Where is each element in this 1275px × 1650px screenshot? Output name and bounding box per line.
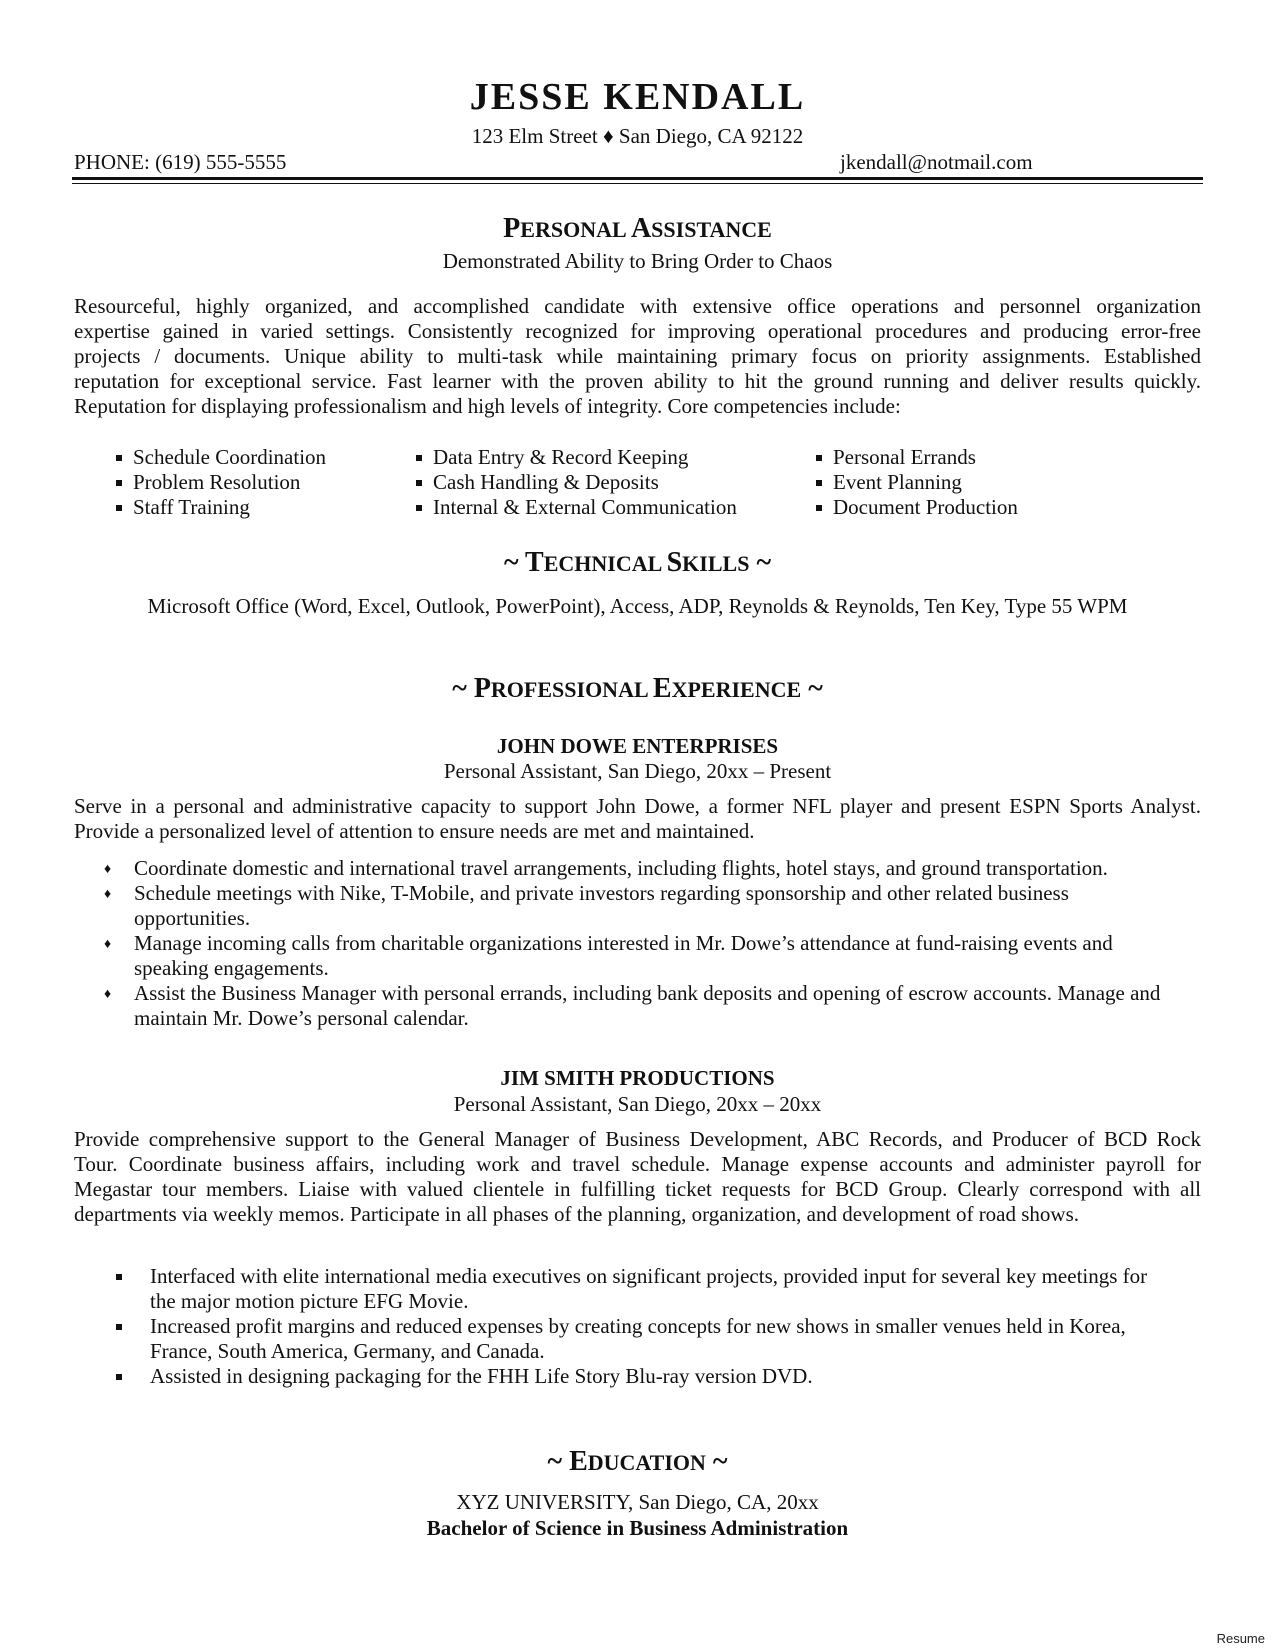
candidate-name: JESSE KENDALL bbox=[469, 76, 806, 118]
job-company: JOHN DOWE ENTERPRISES bbox=[496, 734, 779, 758]
job-description-line: Serve in a personal and administrative capacity to support John Dowe, a former NFL player and present ESPN Sports Analyst. bbox=[74, 794, 1201, 818]
job-description-line: departments via weekly memos. Participate in all phases of the planning, organization, and development of road shows. bbox=[74, 1202, 1080, 1226]
diamond-bullet-icon: ♦ bbox=[104, 987, 112, 1002]
header-rule-thin bbox=[72, 183, 1203, 184]
job-bullet-line: maintain Mr. Dowe’s personal calendar. bbox=[134, 1006, 469, 1030]
diamond-bullet-icon: ♦ bbox=[104, 887, 112, 902]
square-bullet-icon bbox=[416, 480, 422, 486]
job-bullet-line: Assist the Business Manager with personal errands, including bank deposits and opening of escrow accounts. Manage and bbox=[134, 981, 1161, 1005]
job-bullet-line: France, South America, Germany, and Canada. bbox=[150, 1339, 545, 1363]
diamond-bullet-icon: ♦ bbox=[104, 862, 112, 877]
competency-item: Event Planning bbox=[833, 470, 962, 494]
job-bullet-line: the major motion picture EFG Movie. bbox=[150, 1289, 469, 1313]
job-role: Personal Assistant, San Diego, 20xx – Present bbox=[443, 759, 832, 783]
square-bullet-icon bbox=[816, 455, 822, 461]
job-bullet-line: Coordinate domestic and international travel arrangements, including flights, hotel stays, and ground transportation. bbox=[134, 856, 1108, 880]
experience-title: ~ PROFESSIONAL EXPERIENCE ~ bbox=[452, 673, 823, 704]
education-school: XYZ UNIVERSITY, San Diego, CA, 20xx bbox=[456, 1490, 819, 1514]
square-bullet-icon bbox=[416, 455, 422, 461]
competency-item: Internal & External Communication bbox=[433, 495, 737, 519]
square-bullet-icon bbox=[116, 505, 122, 511]
square-bullet-icon bbox=[116, 1274, 122, 1280]
competency-item: Problem Resolution bbox=[133, 470, 301, 494]
job-description bbox=[74, 1127, 1201, 1227]
summary-line: reputation for exceptional service. Fast learner with the proven ability to hit the ground running and deliver results quickly. bbox=[74, 369, 1201, 393]
square-bullet-icon bbox=[116, 1324, 122, 1330]
job-bullet-line: Schedule meetings with Nike, T-Mobile, and private investors regarding sponsorship and other related business bbox=[134, 881, 1069, 905]
job-description-line: Provide a personalized level of attention to ensure needs are met and maintained. bbox=[74, 819, 755, 843]
competency-item: Personal Errands bbox=[833, 445, 976, 469]
square-bullet-icon bbox=[116, 480, 122, 486]
job-description-line: Tour. Coordinate business affairs, including work and travel schedule. Manage expense accounts and administer payroll for bbox=[74, 1152, 1201, 1176]
summary-line: projects / documents. Unique ability to multi-task while maintaining primary focus on priority assignments. Established bbox=[74, 344, 1201, 368]
square-bullet-icon bbox=[116, 455, 122, 461]
square-bullet-icon bbox=[416, 505, 422, 511]
square-bullet-icon bbox=[816, 505, 822, 511]
summary-tagline: Demonstrated Ability to Bring Order to Chaos bbox=[442, 249, 833, 273]
competency-item: Data Entry & Record Keeping bbox=[433, 445, 689, 469]
corner-label: Resume bbox=[1216, 1631, 1265, 1646]
competency-item: Schedule Coordination bbox=[133, 445, 327, 469]
education-degree: Bachelor of Science in Business Administration bbox=[426, 1516, 849, 1540]
job-role: Personal Assistant, San Diego, 20xx – 20xx bbox=[453, 1092, 822, 1116]
summary-paragraph bbox=[74, 294, 1201, 419]
email: jkendall@notmail.com bbox=[840, 150, 1033, 174]
technical-skills-title: ~ TECHNICAL SKILLS ~ bbox=[503, 547, 771, 578]
summary-line: Reputation for displaying professionalism and high levels of integrity. Core competencies include: bbox=[74, 394, 901, 418]
job-bullet-line: Increased profit margins and reduced expenses by creating concepts for new shows in smaller venues held in Korea, bbox=[150, 1314, 1126, 1338]
diamond-bullet-icon: ♦ bbox=[104, 937, 112, 952]
job-description bbox=[74, 794, 1201, 844]
competency-item: Cash Handling & Deposits bbox=[433, 470, 659, 494]
job-description-line: Provide comprehensive support to the General Manager of Business Development, ABC Records, and Producer of BCD Rock bbox=[74, 1127, 1201, 1151]
job-bullet-line: opportunities. bbox=[134, 906, 251, 930]
square-bullet-icon bbox=[816, 480, 822, 486]
competency-item: Document Production bbox=[833, 495, 1018, 519]
job-company: JIM SMITH PRODUCTIONS bbox=[500, 1066, 775, 1090]
square-bullet-icon bbox=[116, 1374, 122, 1380]
job-bullet-line: Manage incoming calls from charitable organizations interested in Mr. Dowe’s attendance at fund-raising events and bbox=[134, 931, 1113, 955]
job-description-line: Megastar tour members. Liaise with valued clientele in fulfilling ticket requests for BCD Group. Clearly correspond with all bbox=[74, 1177, 1201, 1201]
education-title: ~ EDUCATION ~ bbox=[547, 1446, 728, 1477]
summary-line: expertise gained in varied settings. Consistently recognized for improving operational procedures and producing error-free bbox=[74, 319, 1201, 343]
job-bullet-line: speaking engagements. bbox=[134, 956, 329, 980]
job-bullet-line: Interfaced with elite international media executives on significant projects, provided input for several key meetings for bbox=[150, 1264, 1148, 1288]
job-bullet-line: Assisted in designing packaging for the FHH Life Story Blu-ray version DVD. bbox=[150, 1364, 813, 1388]
phone: PHONE: (619) 555-5555 bbox=[74, 150, 287, 174]
summary-line: Resourceful, highly organized, and accomplished candidate with extensive office operations and personnel organization bbox=[74, 294, 1201, 318]
summary-title: PERSONAL ASSISTANCE bbox=[503, 213, 772, 244]
address: 123 Elm Street ♦ San Diego, CA 92122 bbox=[471, 124, 804, 148]
header-rule-thick bbox=[72, 177, 1203, 180]
technical-skills-list: Microsoft Office (Word, Excel, Outlook, PowerPoint), Access, ADP, Reynolds & Reynolds, Ten Key, Type 55 WPM bbox=[147, 594, 1128, 618]
competency-item: Staff Training bbox=[133, 495, 250, 519]
